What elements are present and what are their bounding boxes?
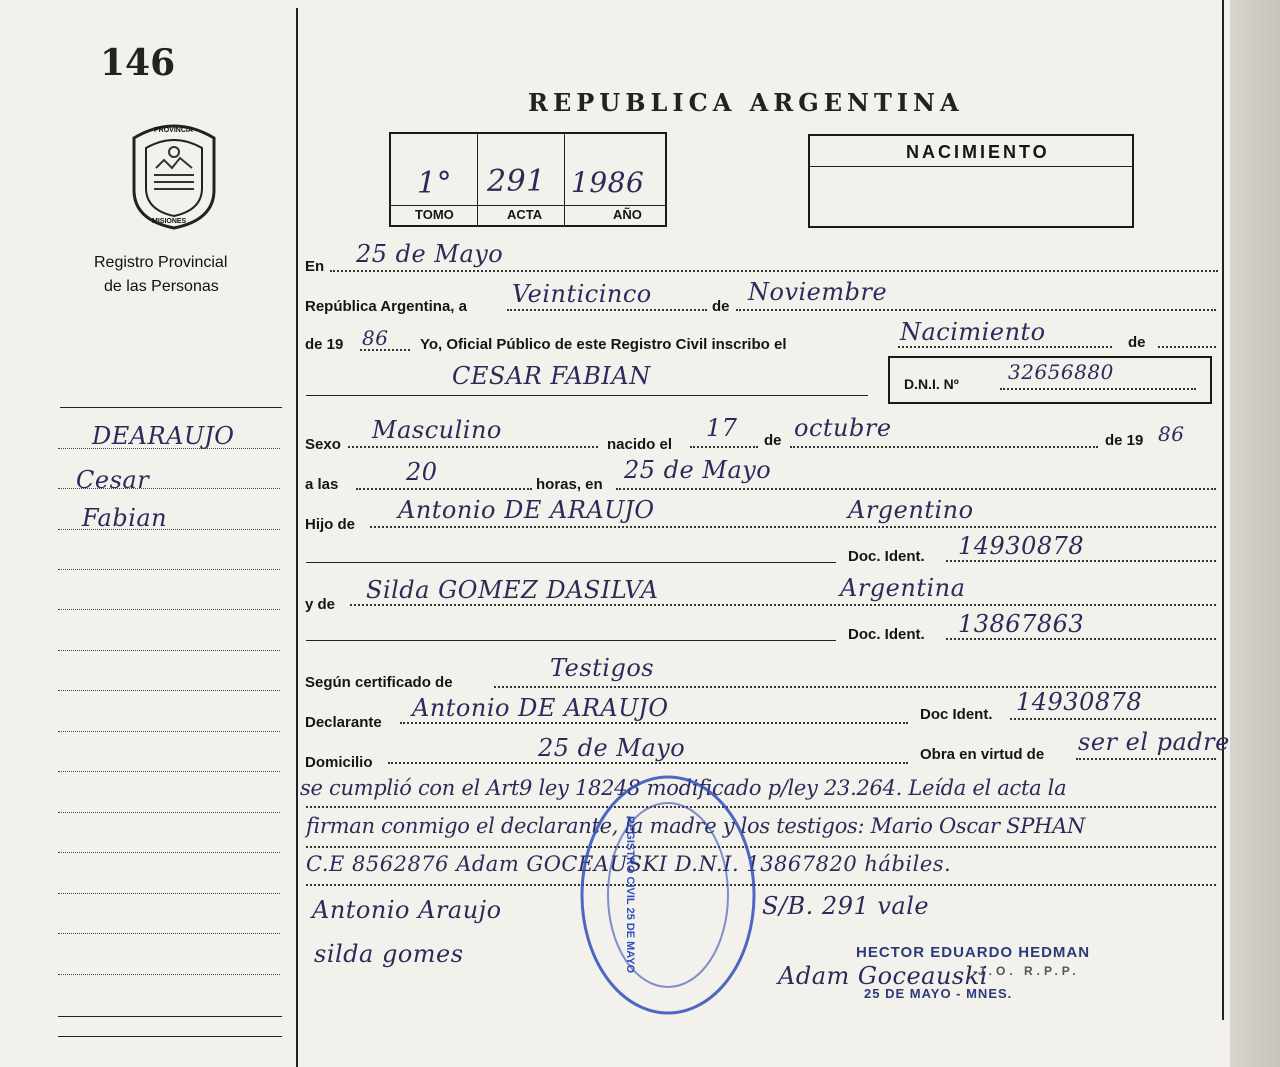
obra-value: ser el padre [1078,728,1230,756]
father-nationality: Argentino [848,496,974,524]
place-value: 25 de Mayo [356,240,504,268]
ano-label: AÑO [613,207,642,222]
doc-ident-label-1: Doc. Ident. [848,548,925,565]
margin-top-rule [60,407,282,408]
dni-label: D.N.I. Nº [904,376,959,392]
officer-post: J.O. R.P.P. [978,964,1080,978]
dni-value: 32656880 [1008,360,1114,384]
signature-mother: silda gomes [314,940,464,968]
page-right-shadow [1230,0,1280,1067]
signature-witness: Adam Goceauski [778,962,988,990]
birth-year-label: de 19 [1105,432,1144,449]
day-words: Veinticinco [512,280,652,308]
sexo-label: Sexo [305,436,341,453]
seal-text-top: PROVINCIA [154,127,193,134]
declarante-label: Declarante [305,714,382,731]
declarante-doc: 14930878 [1016,688,1143,716]
notes-line-1: se cumplió con el Art9 ley 18248 modificado p/ley 23.264. Leída el acta la [300,776,1067,800]
notes-line-3: C.E 8562876 Adam GOCEAUSKI D.N.I. 13867820 hábiles. [306,852,952,876]
year-suffix: 86 [362,326,389,350]
acta-label: ACTA [507,207,543,222]
hour-value: 20 [406,458,438,486]
acta-value: 291 [487,164,546,199]
mother-doc: 13867863 [958,610,1085,638]
registry-name-line2: de las Personas [104,278,219,295]
birth-place: 25 de Mayo [624,456,772,484]
stamp-text: REGISTRO CIVIL 25 DE MAYO [624,816,636,974]
record-box [389,132,667,227]
ano-value: 1986 [571,166,645,199]
domicilio-label: Domicilio [305,754,373,771]
officer-name: HECTOR EDUARDO HEDMAN [856,944,1091,961]
segun-label: Según certificado de [305,674,453,691]
notes-line-2: firman conmigo el declarante, la madre y los testigos: Mario Oscar SPHAN [306,814,1086,838]
country-title: REPUBLICA ARGENTINA [528,88,964,117]
month-value: Noviembre [748,278,888,306]
act-type-value: Nacimiento [900,318,1046,346]
margin-note-name1: Cesar [76,466,150,494]
provincial-seal-icon [124,120,224,232]
margin-note-name2: Fabian [82,504,168,532]
left-margin-divider [296,8,298,1067]
doc-ident-label-2: Doc. Ident. [848,626,925,643]
signature-father: Antonio Araujo [312,896,502,924]
officer-place: 25 DE MAYO - MNES. [864,986,1013,1001]
declarante-name: Antonio DE ARAUJO [412,694,669,722]
registry-name-line1: Registro Provincial [94,254,228,271]
yde-label: y de [305,596,336,613]
de-label-3: de [764,432,782,449]
registry-stamp-icon [576,770,760,1020]
de-label: de [712,298,730,315]
de-label-2: de [1128,334,1146,351]
doc-ident-label-3: Doc Ident. [920,706,993,723]
hijo-label: Hijo de [305,516,356,533]
birth-month: octubre [794,414,892,442]
mother-nationality: Argentina [840,574,966,602]
act-type-box [808,134,1134,228]
obra-label: Obra en virtud de [920,746,1045,763]
father-name: Antonio DE ARAUJO [398,496,655,524]
birth-day: 17 [706,414,738,442]
right-edge-line [1222,0,1224,1020]
child-name: CESAR FABIAN [452,362,651,390]
oficial-label: Yo, Oficial Público de este Registro Civil inscribo el [420,336,787,353]
margin-bottom-rule [58,1016,282,1017]
tomo-label: TOMO [415,207,454,222]
mother-name: Silda GOMEZ DASILVA [366,576,659,604]
sexo-value: Masculino [372,416,502,444]
margin-note-surname: DEARAUJO [92,422,235,450]
nacido-label: nacido el [607,436,673,453]
year-prefix: de 19 [305,336,344,353]
domicilio-value: 25 de Mayo [538,734,686,762]
republica-label: República Argentina, a [305,298,467,315]
father-doc: 14930878 [958,532,1085,560]
page-number: 146 [100,42,176,84]
alas-label: a las [305,476,339,493]
birth-year-value: 86 [1158,422,1185,446]
en-label: En [305,258,325,275]
horas-label: horas, en [536,476,603,493]
act-type-title: NACIMIENTO [906,142,1050,162]
seal-text-bottom: MISIONES [152,218,187,225]
sello-note: S/B. 291 vale [762,892,930,920]
certificate-value: Testigos [550,654,655,682]
tomo-value: 1° [417,166,453,201]
